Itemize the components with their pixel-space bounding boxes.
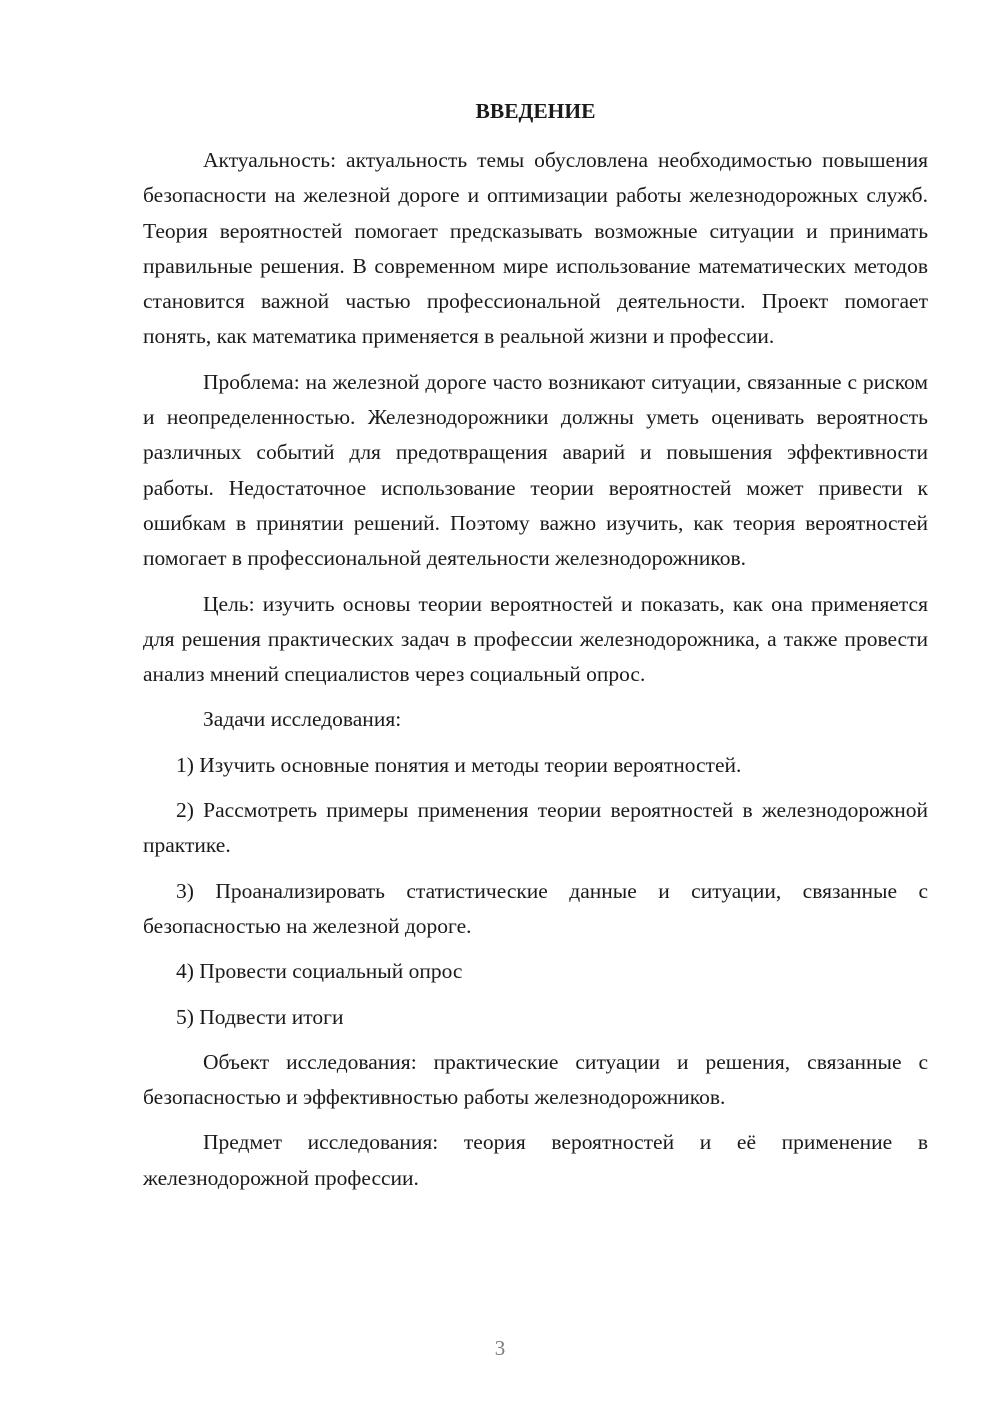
page-number: 3 [494, 1336, 506, 1360]
list-item: 4) Провести социальный опрос [176, 959, 463, 984]
list-item: 3) Проанализировать статистические данные и ситуации, связанные с безопасностью на железной дороге. [143, 878, 928, 938]
paragraph-object: Объект исследования: практические ситуации и решения, связанные с безопасностью и эффективностью работы железнодорожников. [143, 1049, 928, 1110]
list-item: 1) Изучить основные понятия и методы теории вероятностей. [176, 752, 742, 777]
list-item: 2) Рассмотреть примеры применения теории вероятностей в железнодорожной практике. [143, 798, 928, 858]
paragraph-relevance: Актуальность: актуальность темы обусловлена необходимостью повышения безопасности на железной дороге и оптимизации работы железнодорожных служб. Теория вероятностей помогает предсказывать возможные ситуации и принимать правильные решения. В современном мире использование математических методов становится важной частью профессиональной деятельности. Проект помогает понять, как математика применяется в реальной жизни и профессии. [143, 148, 928, 349]
paragraph-problem: Проблема: на железной дороге часто возникают ситуации, связанные с риском и неопределенностью. Железнодорожники должны уметь оценивать вероятность различных событий для предотвращения аварий и повышения эффективности работы. Недостаточное использование теории вероятностей может привести к ошибкам в принятии решений. Поэтому важно изучить, как теория вероятностей помогает в профессиональной деятельности железнодорожников. [143, 369, 928, 571]
document-body [143, 143, 928, 1196]
tasks-heading: Задачи исследования: [203, 707, 402, 732]
paragraph-goal: Цель: изучить основы теории вероятностей и показать, как она применяется для решения практических задач в профессии железнодорожника, а также провести анализ мнений специалистов через социальный опрос. [143, 591, 928, 687]
list-item: 5) Подвести итоги [176, 1004, 344, 1029]
page-title: ВВЕДЕНИЕ [475, 99, 596, 123]
tasks-list [143, 748, 928, 1035]
paragraph-subject: Предмет исследования: теория вероятностей и её применение в железнодорожной профессии. [143, 1130, 928, 1190]
